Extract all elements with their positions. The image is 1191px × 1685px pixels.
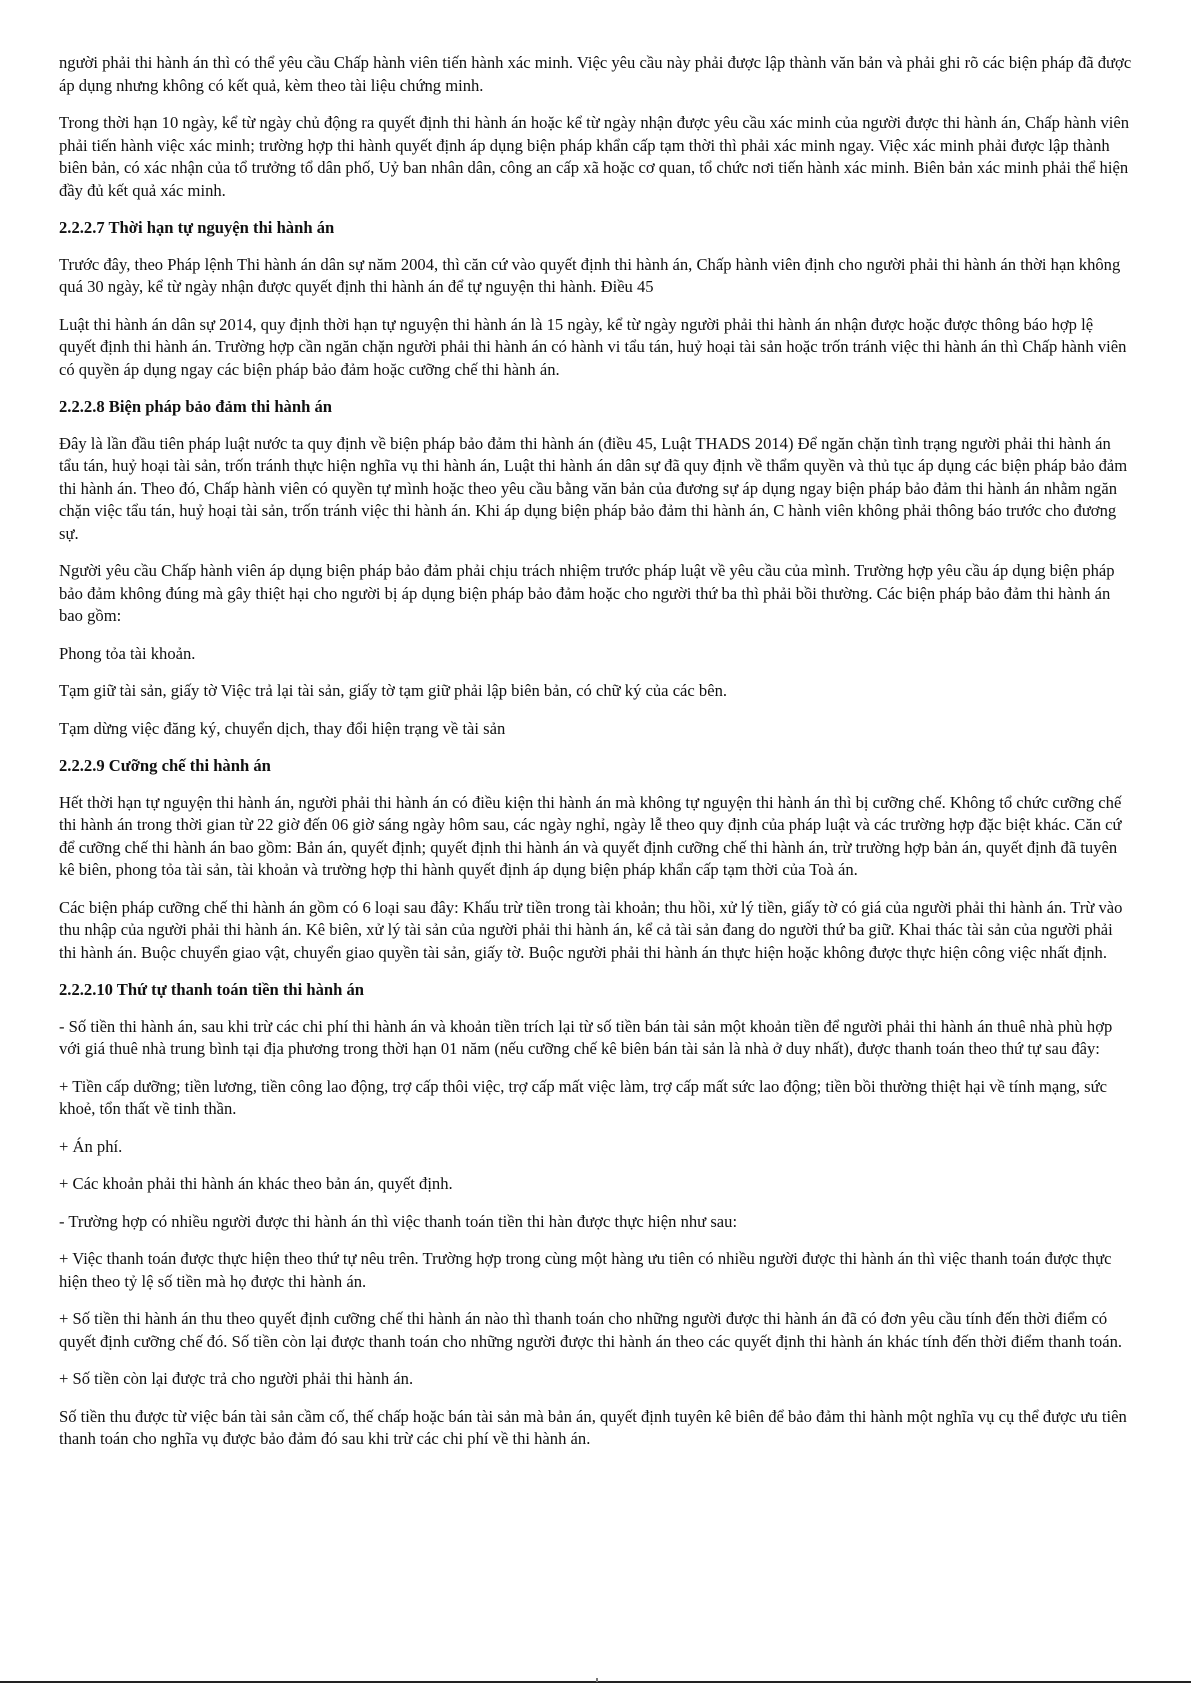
paragraph: Trước đây, theo Pháp lệnh Thi hành án dân sự năm 2004, thì căn cứ vào quyết định thi hành án, Chấp hành viên định cho người phải thi hành án thời hạn không quá 30 ngày, kể từ ngày nhận được quyết định thi hành án để tự nguyện thi hành. Điều 45: [59, 254, 1121, 296]
paragraph: Luật thi hành án dân sự 2014, quy định thời hạn tự nguyện thi hành án là 15 ngày, kể từ ngày người phải thi hành án nhận được hoặc được thông báo hợp lệ quyết định thi hành án. Trường hợp cần ngăn chặn người phải thi hành án có hành vi tẩu tán, huỷ hoại tài sản hoặc trốn tránh việc thi hành án thì Chấp hành viên có quyền áp dụng ngay các biện pháp bảo đảm hoặc cưỡng chế thi hành án.: [59, 314, 1127, 379]
paragraph: Số tiền thu được từ việc bán tài sản cầm cố, thế chấp hoặc bán tài sản mà bản án, quyết định tuyên kê biên để bảo đảm thi hành một nghĩa vụ cụ thể được ưu tiên thanh toán cho nghĩa vụ được bảo đảm đó sau khi trừ các chi phí về thi hành án.: [59, 1406, 1127, 1448]
paragraph: Hết thời hạn tự nguyện thi hành án, người phải thi hành án có điều kiện thi hành án mà không tự nguyện thi hành án thì bị cưỡng chế. Không tổ chức cưỡng chế thi hành án trong thời gian từ 22 giờ đến 06 giờ sáng ngày hôm sau, các ngày nghỉ, ngày lễ theo quy định của pháp luật và các trường hợp đặc biệt khác. Căn cứ để cưỡng chế thi hành án bao gồm: Bản án, quyết định; quyết định thi hành án và quyết định cưỡng chế thi hành án, trừ trường hợp bản án, quyết định đã tuyên kê biên, phong tỏa tài sản, tài khoản và trường hợp thi hành quyết định áp dụng biện pháp khẩn cấp tạm thời của Toà án.: [59, 792, 1122, 879]
paragraph: Đây là lần đầu tiên pháp luật nước ta quy định về biện pháp bảo đảm thi hành án (điều 45, Luật THADS 2014) Để ngăn chặn tình trạng người phải thi hành án tẩu tán, huỷ hoại tài sản, trốn tránh thực hiện nghĩa vụ thi hành án, Luật thi hành án dân sự đã quy định về thẩm quyền và thủ tục áp dụng các biện pháp bảo đảm thi hành án. Theo đó, Chấp hành viên có quyền tự mình hoặc theo yêu cầu bằng văn bản của đương sự áp dụng ngay biện pháp bảo đảm thi hành án nhằm ngăn chặn việc tẩu tán, huỷ hoại tài sản, trốn tránh việc thi hành án. Khi áp dụng biện pháp bảo đảm thi hành án, C hành viên không phải thông báo trước cho đương sự.: [59, 433, 1128, 543]
section-heading: 2.2.2.9 Cưỡng chế thi hành án: [59, 756, 271, 775]
list-item: + Số tiền còn lại được trả cho người phải thi hành án.: [59, 1369, 414, 1388]
document-page: [59, 52, 1133, 1466]
paragraph: Trong thời hạn 10 ngày, kể từ ngày chủ động ra quyết định thi hành án hoặc kể từ ngày nhận được yêu cầu xác minh của người được thi hành án, Chấp hành viên phải tiến hành việc xác minh; trường hợp thi hành quyết định áp dụng biện pháp khẩn cấp tạm thời thì phải xác minh ngay. Việc xác minh phải được lập thành biên bản, có xác nhận của tổ trưởng tổ dân phố, Uỷ ban nhân dân, công an cấp xã hoặc cơ quan, tổ chức nơi tiến hành xác minh. Biên bản xác minh phải thể hiện đầy đủ kết quả xác minh.: [59, 113, 1130, 200]
list-item: + Án phí.: [59, 1136, 123, 1156]
paragraph: Các biện pháp cưỡng chế thi hành án gồm có 6 loại sau đây: Khấu trừ tiền trong tài khoản; thu hồi, xử lý tiền, giấy tờ có giá của người phải thi hành án. Trừ vào thu nhập của người phải thi hành án. Kê biên, xử lý tài sản của người phải thi hành án, kể cả tài sản đang do người thứ ba giữ. Khai thác tài sản của người phải thi hành án. Buộc chuyển giao vật, chuyển giao quyền tài sản, giấy tờ. Buộc người phải thi hành án thực hiện hoặc không được thực hiện công việc nhất định.: [59, 897, 1123, 962]
paragraph: người phải thi hành án thì có thể yêu cầu Chấp hành viên tiến hành xác minh. Việc yêu cầu này phải được lập thành văn bản và phải ghi rõ các biện pháp đã được áp dụng nhưng không có kết quả, kèm theo tài liệu chứng minh.: [59, 53, 1132, 95]
page-bottom-rule: [0, 1681, 1191, 1683]
section-heading: 2.2.2.8 Biện pháp bảo đảm thi hành án: [59, 397, 332, 416]
list-item: Phong tỏa tài khoản.: [59, 643, 196, 663]
paragraph: - Trường hợp có nhiều người được thi hành án thì việc thanh toán tiền thi hàn được thực hiện như sau:: [59, 1211, 738, 1231]
page-break-marker: [596, 1678, 598, 1682]
paragraph: Người yêu cầu Chấp hành viên áp dụng biện pháp bảo đảm phải chịu trách nhiệm trước pháp luật về yêu cầu của mình. Trường hợp yêu cầu áp dụng biện pháp bảo đảm không đúng mà gây thiệt hại cho người bị áp dụng biện pháp bảo đảm hoặc cho người thứ ba thì phải bồi thường. Các biện pháp bảo đảm thi hành án bao gồm:: [59, 561, 1115, 625]
list-item: + Tiền cấp dưỡng; tiền lương, tiền công lao động, trợ cấp thôi việc, trợ cấp mất việc làm, trợ cấp mất sức lao động; tiền bồi thường thiệt hại về tính mạng, sức khoẻ, tổn thất về tinh thần.: [59, 1076, 1107, 1118]
list-item: + Các khoản phải thi hành án khác theo bản án, quyết định.: [59, 1174, 453, 1193]
list-item: + Việc thanh toán được thực hiện theo thứ tự nêu trên. Trường hợp trong cùng một hàng ưu tiên có nhiều người được thi hành án thì việc thanh toán được thực hiện theo tỷ lệ số tiền mà họ được thi hành án.: [59, 1249, 1112, 1291]
section-heading: 2.2.2.10 Thứ tự thanh toán tiền thi hành án: [59, 980, 365, 999]
section-heading: 2.2.2.7 Thời hạn tự nguyện thi hành án: [59, 218, 335, 237]
list-item: Tạm dừng việc đăng ký, chuyển dịch, thay đổi hiện trạng về tài sản: [59, 718, 506, 738]
list-item: + Số tiền thi hành án thu theo quyết định cưỡng chế thi hành án nào thì thanh toán cho những người được thi hành án đã có đơn yêu cầu tính đến thời điểm có quyết định cưỡng chế đó. Số tiền còn lại được thanh toán cho những người được thi hành án theo các quyết định thi hành án khác tính đến thời điểm thanh toán.: [59, 1309, 1123, 1351]
list-item: Tạm giữ tài sản, giấy tờ Việc trả lại tài sản, giấy tờ tạm giữ phải lập biên bản, có chữ ký của các bên.: [59, 681, 728, 700]
paragraph: - Số tiền thi hành án, sau khi trừ các chi phí thi hành án và khoản tiền trích lại từ số tiền bán tài sản một khoản tiền để người phải thi hành án thuê nhà phù hợp với giá thuê nhà trung bình tại địa phương trong thời hạn 01 năm (nếu cưỡng chế kê biên bán tài sản là nhà ở duy nhất), được thanh toán theo thứ tự sau đây:: [59, 1016, 1113, 1058]
